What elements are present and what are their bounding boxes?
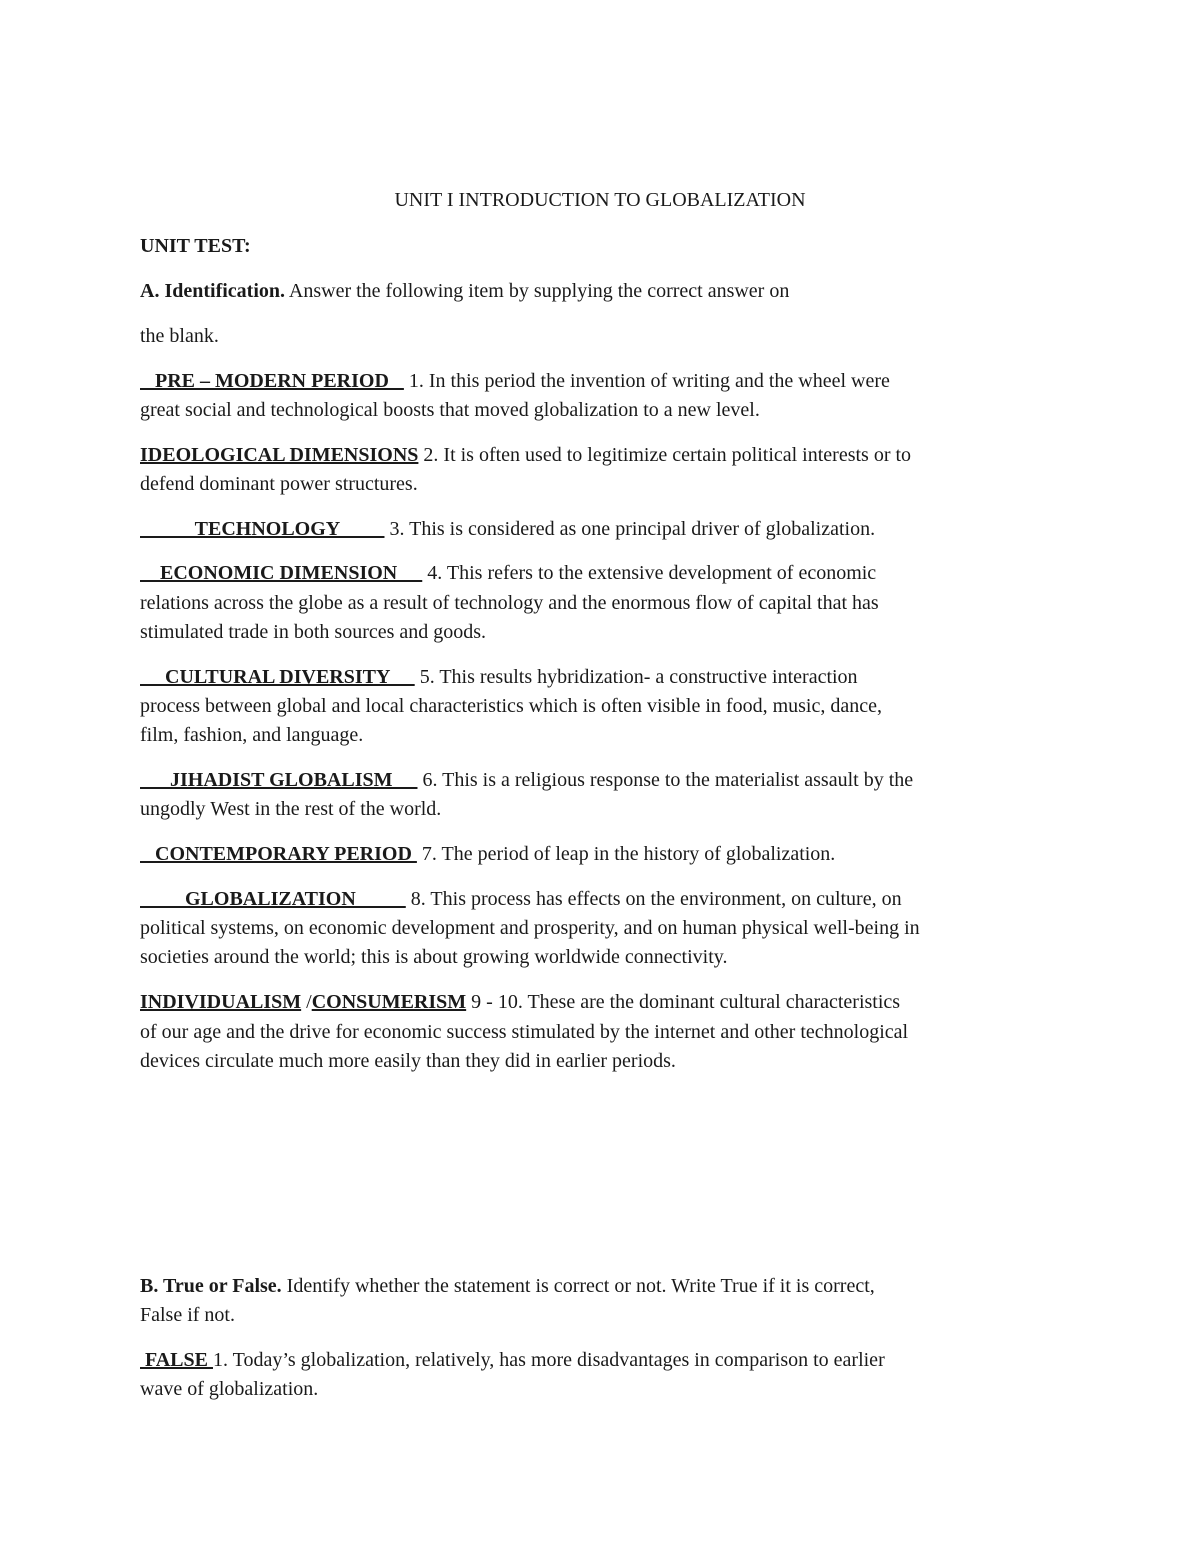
answer-6: JIHADIST GLOBALISM	[140, 769, 418, 791]
section-a-instruction	[140, 277, 789, 305]
answer-1: PRE – MODERN PERIOD	[140, 370, 404, 392]
question-9-10-text-cont: devices circulate much more easily than they did in earlier periods.	[140, 1050, 676, 1072]
question-1	[140, 367, 890, 395]
answer-3: TECHNOLOGY	[140, 518, 385, 540]
question-9-10	[140, 988, 900, 1016]
unit-test-label: UNIT TEST:	[140, 235, 251, 257]
tf-question-1-text: 1. Today’s globalization, relatively, has more disadvantages in comparison to earlier	[212, 1349, 885, 1371]
answer-separator: /	[301, 991, 312, 1013]
question-2-text-cont: defend dominant power structures.	[140, 473, 418, 495]
question-2-text: 2. It is often used to legitimize certain political interests or to	[418, 444, 912, 466]
question-5-text-cont: film, fashion, and language.	[140, 724, 364, 746]
document-title: UNIT I INTRODUCTION TO GLOBALIZATION	[394, 189, 806, 211]
section-b-instruction-cont: False if not.	[140, 1304, 235, 1326]
question-4-text: 4. This refers to the extensive development of economic	[422, 562, 877, 584]
section-a-instruction-text: Answer the following item by supplying the correct answer on	[285, 280, 790, 302]
answer-7: CONTEMPORARY PERIOD	[140, 843, 417, 865]
question-8-text-cont: societies around the world; this is about growing worldwide connectivity.	[140, 946, 728, 968]
answer-4: ECONOMIC DIMENSION	[140, 562, 423, 584]
question-7	[140, 840, 835, 868]
question-1-text-cont: great social and technological boosts that moved globalization to a new level.	[140, 399, 760, 421]
answer-8: GLOBALIZATION	[140, 888, 406, 910]
section-a-instruction-cont: the blank.	[140, 325, 219, 347]
question-6	[140, 766, 913, 794]
question-7-text: 7. The period of leap in the history of globalization.	[416, 843, 836, 865]
question-3	[140, 515, 875, 543]
question-6-text: 6. This is a religious response to the materialist assault by the	[417, 769, 914, 791]
section-b-heading: B. True or False.	[140, 1275, 282, 1297]
question-4-text-cont: stimulated trade in both sources and goods.	[140, 621, 487, 643]
question-4	[140, 559, 876, 587]
tf-answer-1: FALSE	[140, 1349, 213, 1371]
question-4-text-cont: relations across the globe as a result of technology and the enormous flow of capital that has	[140, 592, 879, 614]
question-5-text: 5. This results hybridization- a constructive interaction	[414, 666, 858, 688]
tf-question-1	[140, 1346, 885, 1374]
question-5-text-cont: process between global and local characteristics which is often visible in food, music, dance,	[140, 695, 882, 717]
question-6-text-cont: ungodly West in the rest of the world.	[140, 798, 442, 820]
answer-2: IDEOLOGICAL DIMENSIONS	[140, 444, 419, 466]
answer-10: CONSUMERISM	[311, 991, 467, 1013]
question-1-text: 1. In this period the invention of writing and the wheel were	[403, 370, 890, 392]
section-b-instruction	[140, 1272, 875, 1300]
question-8-text: 8. This process has effects on the environment, on culture, on	[405, 888, 902, 910]
answer-5: CULTURAL DIVERSITY	[140, 666, 415, 688]
tf-question-1-text-cont: wave of globalization.	[140, 1378, 319, 1400]
question-8-text-cont: political systems, on economic development and prosperity, and on human physical well-being in	[140, 917, 920, 939]
question-2	[140, 441, 911, 469]
section-b-instruction-text: Identify whether the statement is correct or not. Write True if it is correct,	[281, 1275, 875, 1297]
question-9-10-text-cont: of our age and the drive for economic success stimulated by the internet and other technological	[140, 1021, 909, 1043]
answer-9: INDIVIDUALISM	[140, 991, 302, 1013]
section-a-heading: A. Identification.	[140, 280, 285, 302]
question-5	[140, 663, 858, 691]
question-9-10-text: 9 - 10. These are the dominant cultural characteristics	[466, 991, 901, 1013]
question-3-text: 3. This is considered as one principal driver of globalization.	[384, 518, 876, 540]
question-8	[140, 885, 902, 913]
